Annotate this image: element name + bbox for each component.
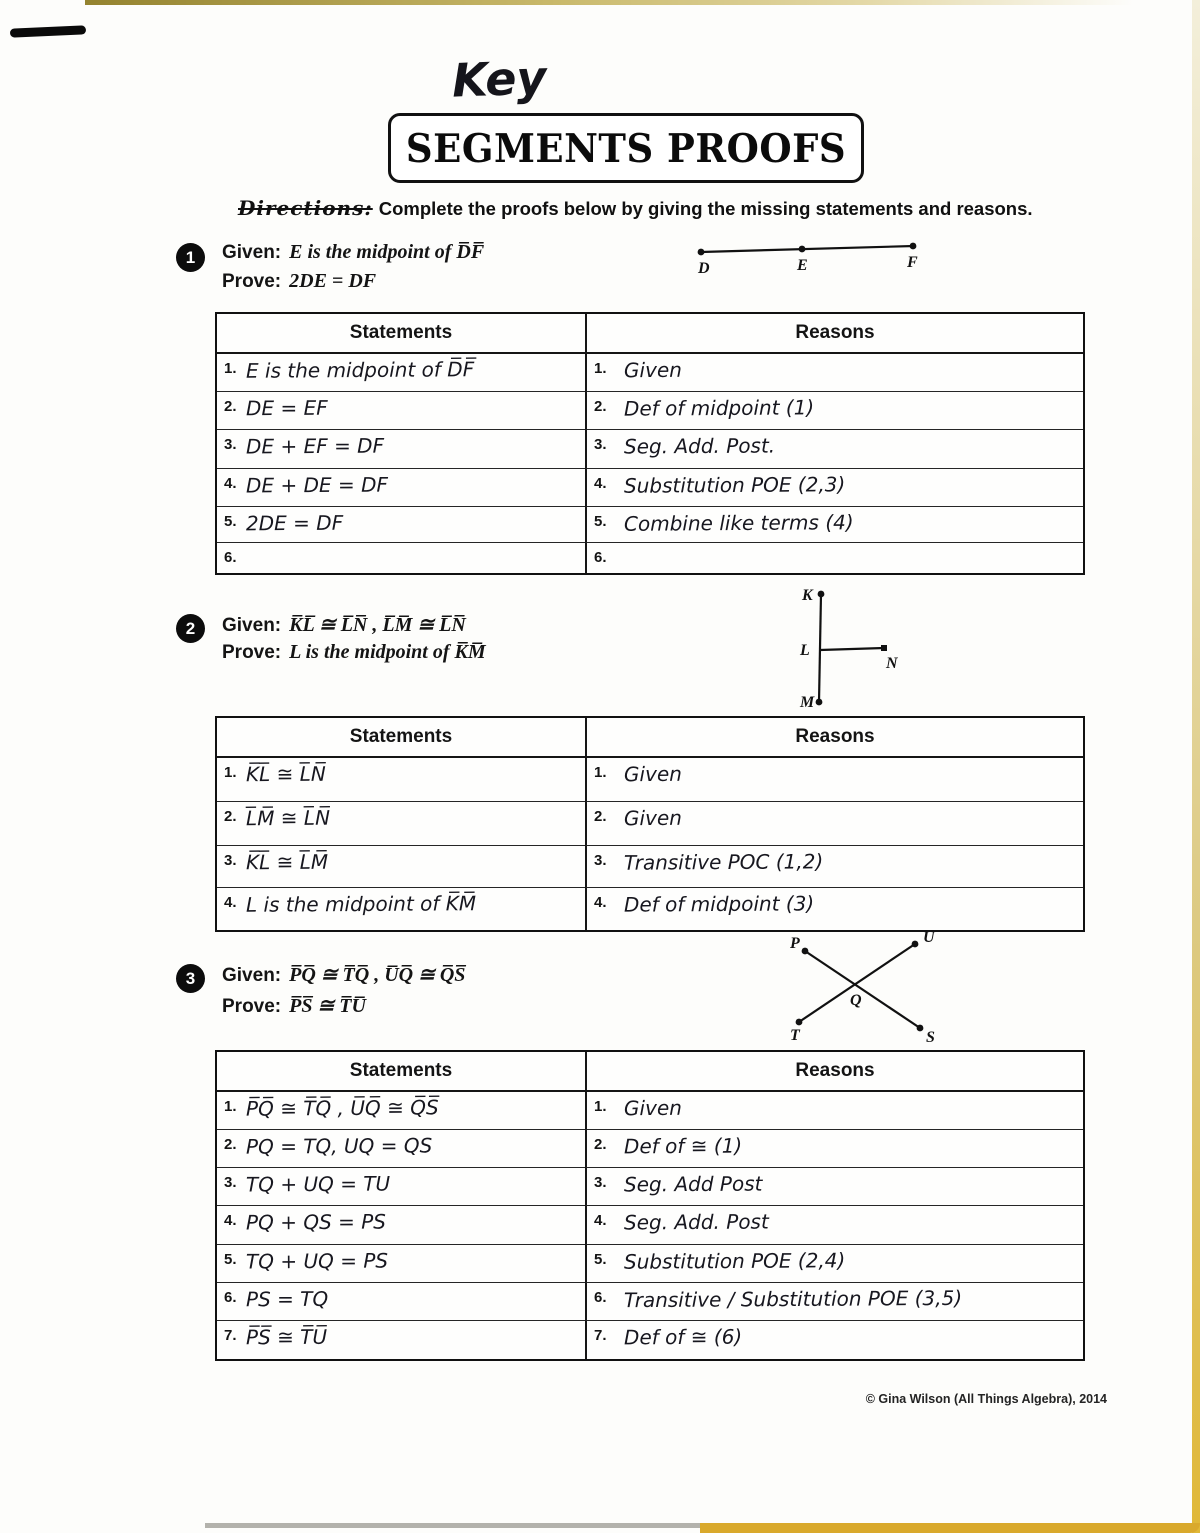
reason-cell xyxy=(585,758,1083,802)
statement-cell xyxy=(217,543,585,573)
handwritten-statement: K̅L̅ ≅ L̅M̅ xyxy=(245,849,328,875)
point-label-f: F xyxy=(907,254,918,271)
handwritten-key-label: Key xyxy=(451,50,548,108)
row-number: 4. xyxy=(224,1212,237,1229)
handwritten-statement: PS = TQ xyxy=(245,1286,328,1312)
row-number: 5. xyxy=(224,513,237,530)
row-number: 2. xyxy=(594,398,607,415)
reason-cell xyxy=(585,1206,1083,1245)
row-number: 2. xyxy=(594,1136,607,1153)
statement-cell xyxy=(217,469,585,507)
problem-1-number: 1 xyxy=(176,243,205,272)
row-number: 6. xyxy=(594,1289,607,1306)
reasons-header: Reasons xyxy=(585,314,1083,354)
row-number: 1. xyxy=(594,360,607,377)
point-label-n: N xyxy=(886,655,898,672)
point-label-l: L xyxy=(800,642,810,659)
prove-text: L is the midpoint of K̅M̅ xyxy=(289,641,486,663)
directions-line xyxy=(238,196,1033,220)
point-label-p: P xyxy=(790,935,800,952)
handwritten-statement: P̅S̅ ≅ T̅U̅ xyxy=(245,1324,327,1350)
reasons-header: Reasons xyxy=(585,718,1083,758)
row-number: 5. xyxy=(224,1251,237,1268)
handwritten-statement: DE + EF = DF xyxy=(245,433,384,459)
row-number: 6. xyxy=(224,549,237,566)
segment-diagram-klmn xyxy=(788,582,913,717)
statement-cell xyxy=(217,758,585,802)
reason-cell xyxy=(585,1168,1083,1206)
row-number: 3. xyxy=(594,852,607,869)
statement-cell xyxy=(217,802,585,846)
reasons-header: Reasons xyxy=(585,1052,1083,1092)
row-number: 2. xyxy=(224,398,237,415)
handwritten-reason: Combine like terms (4) xyxy=(623,510,854,536)
point-label-q: Q xyxy=(850,992,862,1009)
reason-cell xyxy=(585,543,1083,573)
row-number: 3. xyxy=(224,436,237,453)
scan-edge-top xyxy=(85,0,1133,5)
row-number: 4. xyxy=(224,475,237,492)
handwritten-statement: E is the midpoint of D̅F̅ xyxy=(245,357,474,383)
handwritten-statement: DE = EF xyxy=(245,395,328,421)
reason-cell xyxy=(585,1092,1083,1130)
statement-cell xyxy=(217,1283,585,1321)
title-box xyxy=(388,113,864,183)
reason-cell xyxy=(585,888,1083,930)
proof-table-1 xyxy=(215,312,1085,575)
handwritten-statement: TQ + UQ = TU xyxy=(245,1171,390,1197)
pen-mark xyxy=(10,25,86,37)
directions-label: Directions: xyxy=(238,196,373,220)
handwritten-reason: Given xyxy=(623,357,682,383)
segment-diagram-def xyxy=(690,236,935,281)
handwritten-statement: PQ + QS = PS xyxy=(245,1209,386,1235)
given-text: E is the midpoint of D̅F̅ xyxy=(289,241,485,263)
row-number: 1. xyxy=(594,764,607,781)
handwritten-reason: Given xyxy=(623,1095,682,1121)
handwritten-reason: Seg. Add Post xyxy=(623,1171,763,1197)
handwritten-statement: DE + DE = DF xyxy=(245,472,388,498)
row-number: 3. xyxy=(224,852,237,869)
reason-cell xyxy=(585,1130,1083,1168)
segment-diagram-x xyxy=(778,930,948,1045)
row-number: 5. xyxy=(594,513,607,530)
point-label-u: U xyxy=(923,930,935,946)
statement-cell xyxy=(217,1206,585,1245)
reason-cell xyxy=(585,1245,1083,1283)
statement-cell xyxy=(217,354,585,392)
handwritten-reason: Substitution POE (2,4) xyxy=(623,1248,845,1274)
problem-1-prove xyxy=(222,270,376,293)
row-number: 1. xyxy=(594,1098,607,1115)
prove-label: Prove: xyxy=(222,642,282,663)
handwritten-reason: Seg. Add. Post. xyxy=(623,433,775,459)
row-number: 4. xyxy=(594,894,607,911)
given-text: P̅Q̅ ≅ T̅Q̅ , U̅Q̅ ≅ Q̅S̅ xyxy=(289,964,466,986)
reason-cell xyxy=(585,1283,1083,1321)
reason-cell xyxy=(585,846,1083,888)
row-number: 7. xyxy=(594,1327,607,1344)
prove-text: P̅S̅ ≅ T̅U̅ xyxy=(289,995,366,1017)
handwritten-reason: Transitive / Substitution POE (3,5) xyxy=(623,1285,962,1313)
handwritten-reason: Def of ≅ (1) xyxy=(623,1133,742,1159)
row-number: 4. xyxy=(594,1212,607,1229)
page-title: SEGMENTS PROOFS xyxy=(405,124,847,172)
row-number: 3. xyxy=(224,1174,237,1191)
point-label-e: E xyxy=(797,257,808,274)
problem-2-number: 2 xyxy=(176,614,205,643)
reason-cell xyxy=(585,392,1083,430)
prove-label: Prove: xyxy=(222,996,282,1017)
row-number: 2. xyxy=(594,808,607,825)
row-number: 6. xyxy=(594,549,607,566)
row-number: 1. xyxy=(224,1098,237,1115)
row-number: 6. xyxy=(224,1289,237,1306)
reason-cell xyxy=(585,354,1083,392)
statement-cell xyxy=(217,507,585,543)
problem-3-number: 3 xyxy=(176,964,205,993)
row-number: 5. xyxy=(594,1251,607,1268)
given-label: Given: xyxy=(222,965,282,986)
statement-cell xyxy=(217,1092,585,1130)
point-label-t: T xyxy=(790,1027,800,1044)
handwritten-statement: PQ = TQ, UQ = QS xyxy=(245,1133,432,1159)
scan-edge-right xyxy=(1192,0,1200,1533)
reason-cell xyxy=(585,430,1083,469)
point-label-d: D xyxy=(698,260,710,277)
statement-cell xyxy=(217,392,585,430)
statements-header: Statements xyxy=(217,314,585,354)
copyright-note: © Gina Wilson (All Things Algebra), 2014 xyxy=(865,1392,1107,1406)
handwritten-statement: K̅L̅ ≅ L̅N̅ xyxy=(245,761,326,787)
given-label: Given: xyxy=(222,615,282,636)
handwritten-reason: Given xyxy=(623,805,682,831)
row-number: 3. xyxy=(594,436,607,453)
prove-text: 2DE = DF xyxy=(289,270,377,292)
reason-cell xyxy=(585,507,1083,543)
statement-cell xyxy=(217,430,585,469)
handwritten-statement: TQ + UQ = PS xyxy=(245,1248,388,1274)
handwritten-reason: Transitive POC (1,2) xyxy=(623,849,823,875)
scan-edge-bottom xyxy=(700,1523,1200,1533)
point-label-k: K xyxy=(802,587,813,604)
proof-table-2 xyxy=(215,716,1085,932)
row-number: 7. xyxy=(224,1327,237,1344)
point-label-s: S xyxy=(926,1029,935,1045)
problem-3-prove xyxy=(222,993,366,1018)
handwritten-reason: Given xyxy=(623,761,682,787)
row-number: 2. xyxy=(224,808,237,825)
statement-cell xyxy=(217,846,585,888)
handwritten-reason: Def of ≅ (6) xyxy=(623,1324,742,1350)
row-number: 2. xyxy=(224,1136,237,1153)
handwritten-reason: Def of midpoint (1) xyxy=(623,395,814,421)
statement-cell xyxy=(217,1321,585,1359)
statement-cell xyxy=(217,888,585,930)
reason-cell xyxy=(585,469,1083,507)
reason-cell xyxy=(585,802,1083,846)
given-text: K̅L̅ ≅ L̅N̅ , L̅M̅ ≅ L̅N̅ xyxy=(289,614,466,636)
handwritten-reason: Def of midpoint (3) xyxy=(623,891,814,917)
handwritten-reason: Seg. Add. Post xyxy=(623,1209,769,1235)
statement-cell xyxy=(217,1168,585,1206)
point-label-m: M xyxy=(800,694,815,711)
problem-3-given xyxy=(222,962,465,987)
row-number: 1. xyxy=(224,360,237,377)
handwritten-reason: Substitution POE (2,3) xyxy=(623,472,845,498)
handwritten-statement: L is the midpoint of K̅M̅ xyxy=(245,891,476,917)
handwritten-statement: P̅Q̅ ≅ T̅Q̅ , U̅Q̅ ≅ Q̅S̅ xyxy=(245,1095,439,1121)
scan-edge-bottom-shadow xyxy=(205,1523,725,1528)
given-label: Given: xyxy=(222,242,282,263)
handwritten-statement: L̅M̅ ≅ L̅N̅ xyxy=(245,805,330,831)
problem-2-given xyxy=(222,612,466,637)
row-number: 1. xyxy=(224,764,237,781)
problem-1-given xyxy=(222,241,484,264)
statement-cell xyxy=(217,1130,585,1168)
statements-header: Statements xyxy=(217,1052,585,1092)
row-number: 4. xyxy=(594,475,607,492)
statement-cell xyxy=(217,1245,585,1283)
directions-text: Complete the proofs below by giving the missing statements and reasons. xyxy=(378,198,1033,219)
problem-2-prove xyxy=(222,641,486,664)
reason-cell xyxy=(585,1321,1083,1359)
statements-header: Statements xyxy=(217,718,585,758)
prove-label: Prove: xyxy=(222,271,282,292)
row-number: 3. xyxy=(594,1174,607,1191)
handwritten-statement: 2DE = DF xyxy=(245,510,343,536)
row-number: 4. xyxy=(224,894,237,911)
proof-table-3 xyxy=(215,1050,1085,1361)
